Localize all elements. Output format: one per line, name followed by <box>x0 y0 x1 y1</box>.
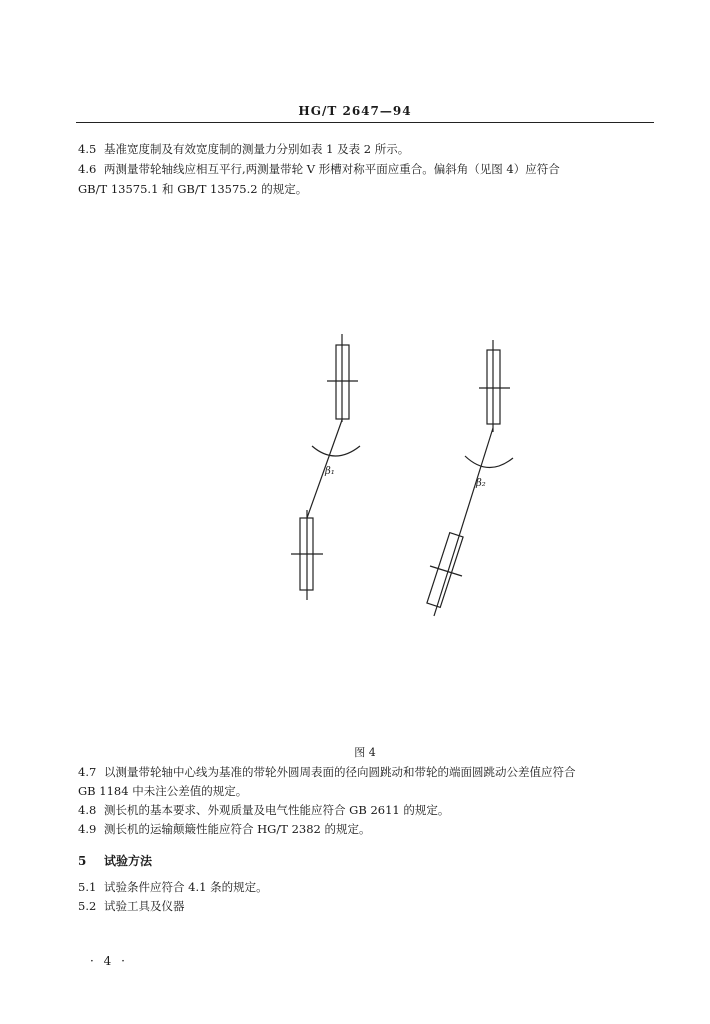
paragraph-text: 以测量带轮轴中心线为基准的带轮外圆周表面的径向圆跳动和带轮的端面圆跳动公差值应符合 <box>104 765 576 779</box>
paragraph-text: 试验条件应符合 4.1 条的规定。 <box>104 880 268 894</box>
paragraph-text: 测长机的运输颠簸性能应符合 HG/T 2382 的规定。 <box>104 822 371 836</box>
paragraph-number: 4.7 <box>78 765 97 779</box>
right-angle-arc <box>465 456 513 468</box>
section-title: 试验方法 <box>104 854 153 868</box>
paragraph-4-6-continued: GB/T 13575.1 和 GB/T 13575.2 的规定。 <box>78 182 308 196</box>
paragraph-5-2 <box>78 899 185 913</box>
paragraph-5-1 <box>78 880 268 894</box>
paragraph-4-7 <box>78 765 576 779</box>
figure-caption: 图 4 <box>354 746 376 759</box>
paragraph-number: 4.8 <box>78 803 97 817</box>
paragraph-number: 5.1 <box>78 880 97 894</box>
paragraph-text: 测长机的基本要求、外观质量及电气性能应符合 GB 2611 的规定。 <box>104 803 450 817</box>
right-connecting-line <box>434 428 493 616</box>
paragraph-text: 基准宽度制及有效宽度制的测量力分别如表 1 及表 2 所示。 <box>104 142 410 156</box>
left-angle-arc <box>312 446 360 456</box>
page-header: HG/T 2647—94 <box>298 104 412 118</box>
paragraph-number: 4.6 <box>78 162 97 176</box>
paragraph-number: 4.9 <box>78 822 97 836</box>
lower-right-pulley <box>427 533 463 608</box>
paragraph-text: 两测量带轮轴线应相互平行,两测量带轮 V 形槽对称平面应重合。偏斜角（见图 4）应符合 <box>104 162 560 176</box>
paragraph-4-9 <box>78 822 371 836</box>
paragraph-4-7-continued: GB 1184 中未注公差值的规定。 <box>78 784 248 798</box>
page-number: · 4 · <box>90 954 128 968</box>
lower-right-center-mark <box>430 566 462 576</box>
paragraph-4-8 <box>78 803 449 817</box>
angle-label-beta-2: β₂ <box>476 478 486 489</box>
paragraph-number: 4.5 <box>78 142 97 156</box>
paragraph-text: 试验工具及仪器 <box>104 899 185 913</box>
section-number: 5 <box>78 854 87 868</box>
paragraph-number: 5.2 <box>78 899 97 913</box>
angle-label-beta-1: β₁ <box>325 466 335 477</box>
section-5-heading <box>78 852 152 869</box>
